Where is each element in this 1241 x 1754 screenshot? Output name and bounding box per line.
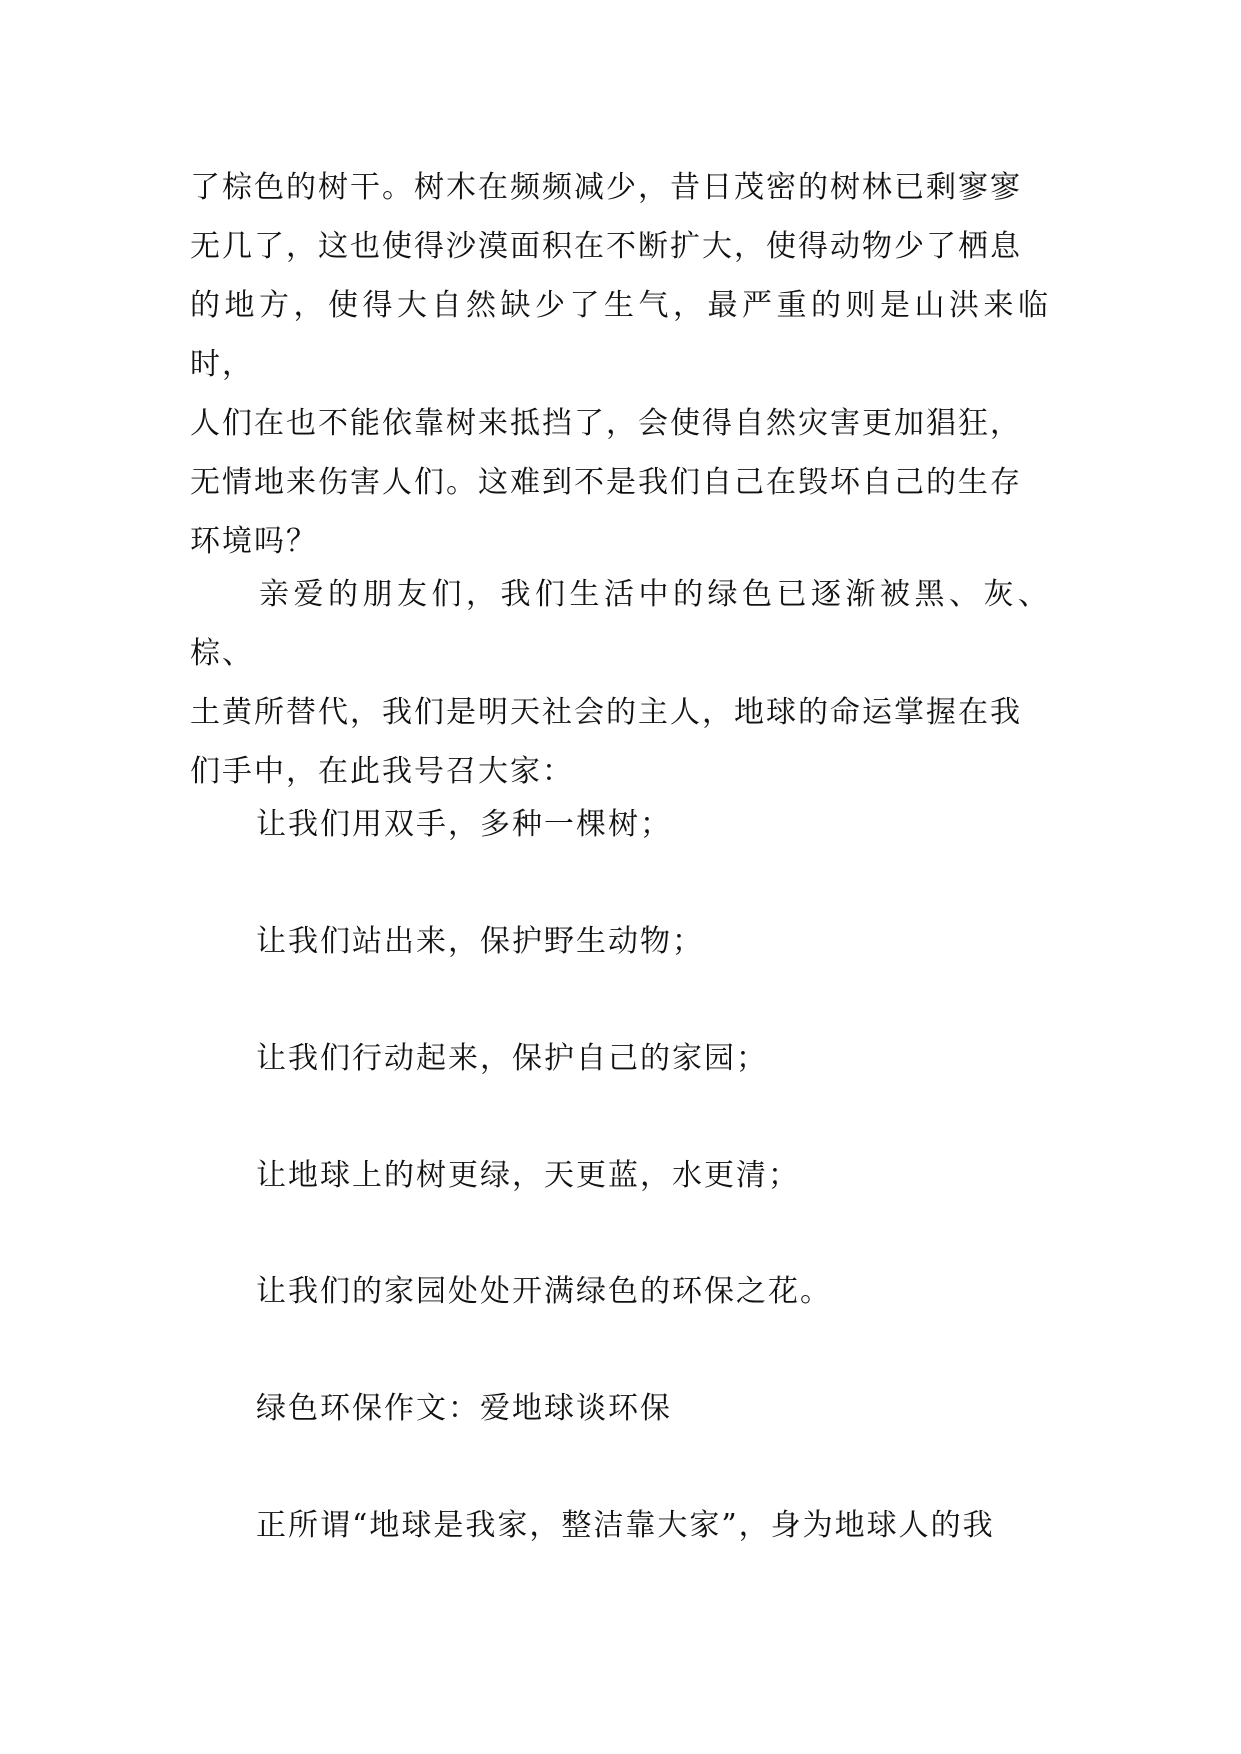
slogan-greener-earth: 让地球上的树更绿，天更蓝，水更清； — [256, 1158, 800, 1193]
paragraph-appeal: 亲爱的朋友们，我们生活中的绿色已逐渐被黑、灰、棕、 土黄所替代，我们是明天社会的主人，地球的命运掌握在我 们手中，在此我号召大家： — [190, 577, 1050, 789]
paragraph-start: 正所谓“地球是我家，整洁靠大家”，身为地球人的我 — [256, 1508, 995, 1543]
section-heading: 绿色环保作文：爱地球谈环保 — [256, 1391, 672, 1426]
paragraph-trees-decline: 了棕色的树干。树木在频频减少，昔日茂密的树林已剩寥寥 无几了，这也使得沙漠面积在不断扩大，使得动物少了栖息 的地方，使得大自然缺少了生气，最严重的则是山洪来临时， 人们在也不能依靠树来抵挡了，会使得自然灾害更加猖狂， 无情地来伤害人们。这难到不是我们自己在毁坏自己的生存 环境吗？ — [190, 170, 1050, 559]
slogan-protect-wildlife: 让我们站出来，保护野生动物； — [256, 924, 704, 959]
slogan-plant-tree: 让我们用双手，多种一棵树； — [256, 807, 672, 842]
slogan-protect-home: 让我们行动起来，保护自己的家园； — [256, 1041, 768, 1076]
slogan-green-flowers: 让我们的家园处处开满绿色的环保之花。 — [256, 1274, 832, 1309]
